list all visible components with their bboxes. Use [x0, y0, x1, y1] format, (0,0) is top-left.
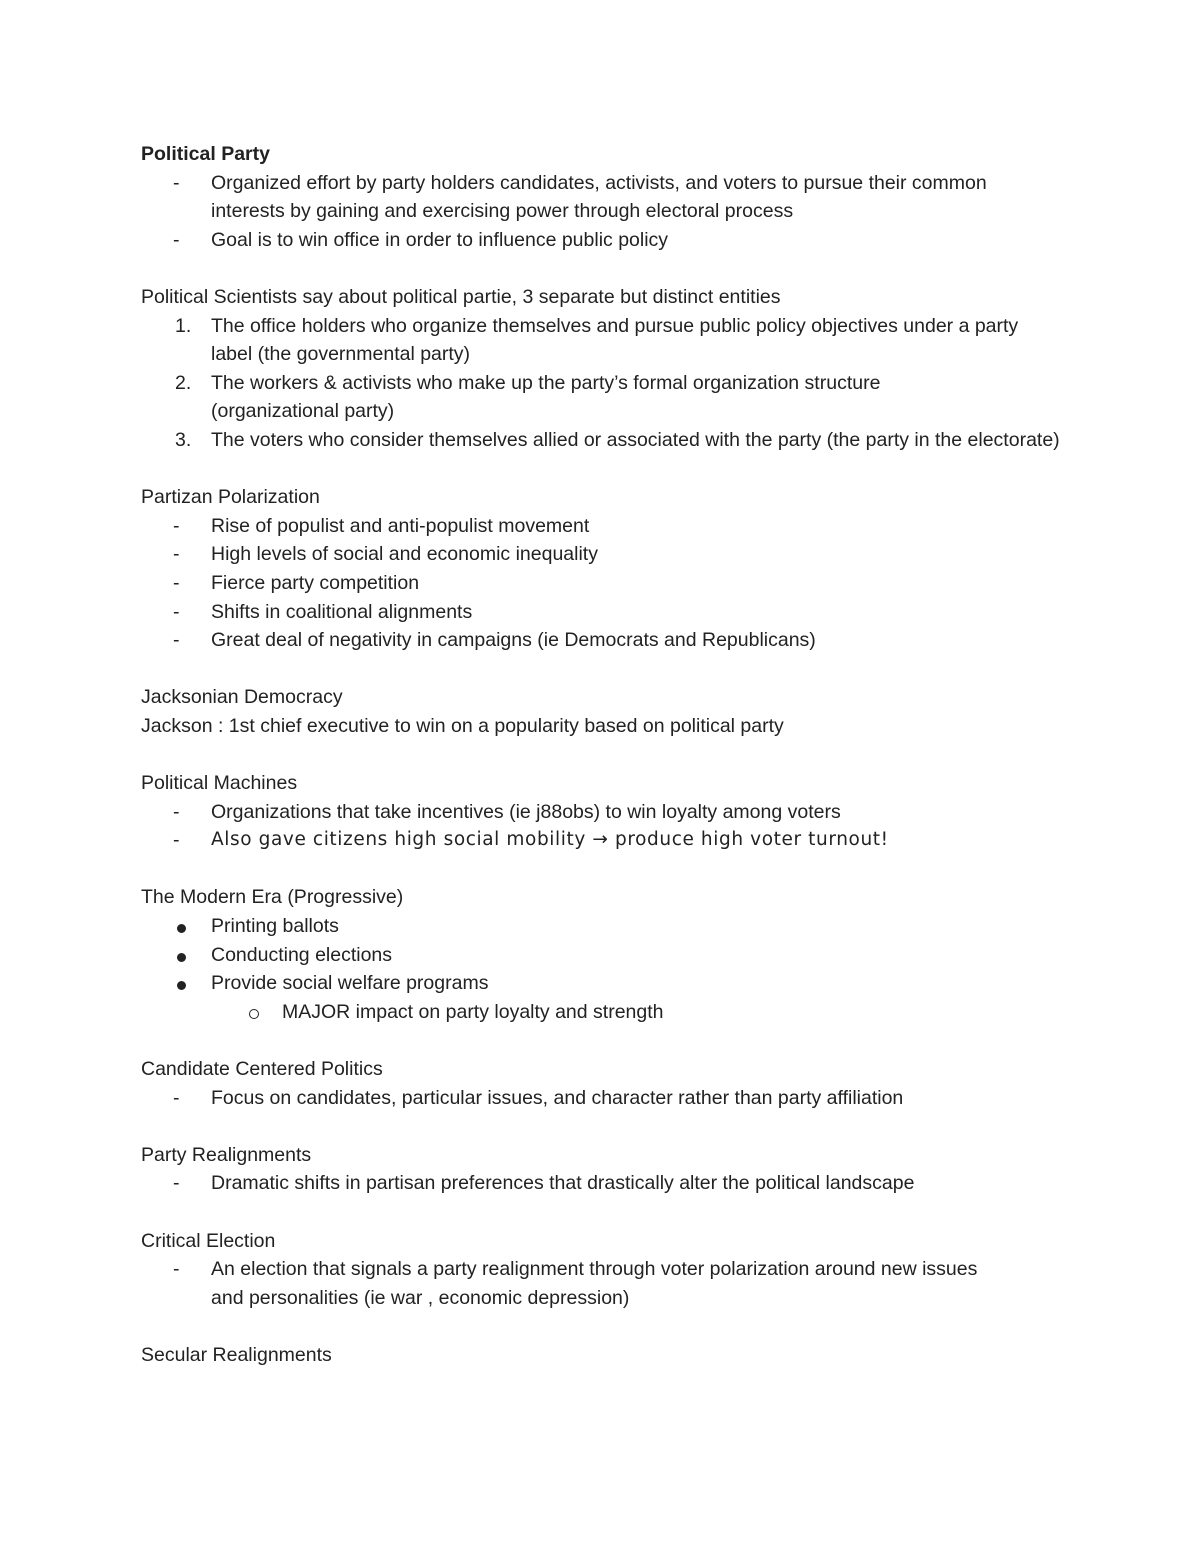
dash-marker: -	[173, 514, 180, 537]
dash-marker: -	[173, 171, 180, 194]
list-item-text: Organized effort by party holders candidates, activists, and voters to pursue their common interests by gaining and exercising power through electoral process	[211, 171, 987, 223]
number-marker: 3.	[175, 428, 192, 451]
list-item-text: Fierce party competition	[211, 571, 420, 594]
list-item-text: An election that signals a party realignment through voter polarization around new issues and personalities (ie war , economic depression)	[211, 1258, 978, 1309]
list-item-text: Organizations that take incentives (ie j88obs) to win loyalty among voters	[211, 800, 841, 823]
section-heading-modern-era: The Modern Era (Progressive)	[141, 886, 404, 909]
list-item-text: Dramatic shifts in partisan preferences that drastically alter the political landscape	[211, 1172, 915, 1195]
dash-marker: -	[173, 600, 180, 623]
sub-bullet-item	[141, 998, 1081, 1027]
list-item-text: Also gave citizens high social mobility → produce high voter turnout!	[211, 829, 889, 851]
bullet-marker	[177, 924, 186, 933]
section-heading-jacksonian-democracy: Jacksonian Democracy	[141, 686, 343, 709]
jackson-line: Jackson : 1st chief executive to win on a popularity based on political party	[141, 714, 784, 737]
list-item	[141, 569, 1081, 598]
dash-marker: -	[173, 571, 180, 594]
list-item	[141, 626, 1081, 655]
list-item-text: Great deal of negativity in campaigns (ie Democrats and Republicans)	[211, 629, 816, 652]
dash-marker: -	[173, 543, 180, 566]
list-item-text: Shifts in coalitional alignments	[211, 600, 473, 623]
dash-marker: -	[173, 829, 180, 852]
dash-marker: -	[173, 800, 180, 823]
numbered-item	[141, 426, 1081, 455]
list-item	[141, 826, 1081, 855]
section-heading-critical-election: Critical Election	[141, 1229, 276, 1252]
document-page	[141, 140, 1081, 1370]
list-item	[141, 512, 1081, 541]
section-heading-party-realignments: Party Realignments	[141, 1143, 312, 1166]
number-marker: 2.	[175, 371, 192, 394]
list-item-text: Goal is to win office in order to influence public policy	[211, 228, 669, 251]
numbered-item-text: The voters who consider themselves allied or associated with the party (the party in the electorate)	[211, 428, 1060, 451]
numbered-item	[141, 312, 1081, 369]
section-heading-political-scientists: Political Scientists say about political partie, 3 separate but distinct entities	[141, 285, 781, 308]
list-item	[141, 226, 1081, 255]
dash-marker: -	[173, 629, 180, 652]
list-item	[141, 1169, 1081, 1198]
section-heading-political-machines: Political Machines	[141, 772, 298, 795]
dash-marker: -	[173, 1258, 180, 1281]
list-item	[141, 1255, 1081, 1312]
bullet-item-text: Provide social welfare programs	[211, 972, 489, 995]
numbered-item-text: The office holders who organize themselves and pursue public policy objectives under a party label (the governmental party)	[211, 314, 1019, 366]
section-heading-political-party: Political Party	[141, 143, 270, 165]
bullet-item	[141, 969, 1081, 998]
section-heading-secular-realignments: Secular Realignments	[141, 1343, 332, 1366]
bullet-marker	[177, 981, 186, 990]
hollow-bullet-marker	[249, 1009, 259, 1019]
bullet-item	[141, 912, 1081, 941]
bullet-marker	[177, 953, 186, 962]
sub-bullet-item-text: MAJOR impact on party loyalty and strength	[282, 1000, 664, 1023]
bullet-item-text: Conducting elections	[211, 943, 393, 966]
numbered-item	[141, 369, 1081, 426]
dash-marker: -	[173, 228, 180, 251]
dash-marker: -	[173, 1086, 180, 1109]
list-item	[141, 540, 1081, 569]
dash-marker: -	[173, 1172, 180, 1195]
list-item	[141, 169, 1081, 226]
section-heading-candidate-centered: Candidate Centered Politics	[141, 1058, 383, 1080]
list-item	[141, 1084, 1081, 1113]
number-marker: 1.	[175, 314, 192, 337]
bullet-item-text: Printing ballots	[211, 915, 339, 938]
list-item-text: Focus on candidates, particular issues, and character rather than party affiliation	[211, 1086, 904, 1109]
numbered-item-text: The workers & activists who make up the party’s formal organization structure (organizational party)	[211, 371, 881, 423]
list-item	[141, 798, 1081, 827]
bullet-item	[141, 941, 1081, 970]
list-item	[141, 598, 1081, 627]
list-item-text: Rise of populist and anti-populist movement	[211, 514, 590, 537]
section-heading-partizan-polarization: Partizan Polarization	[141, 486, 320, 509]
list-item-text: High levels of social and economic inequality	[211, 543, 598, 566]
